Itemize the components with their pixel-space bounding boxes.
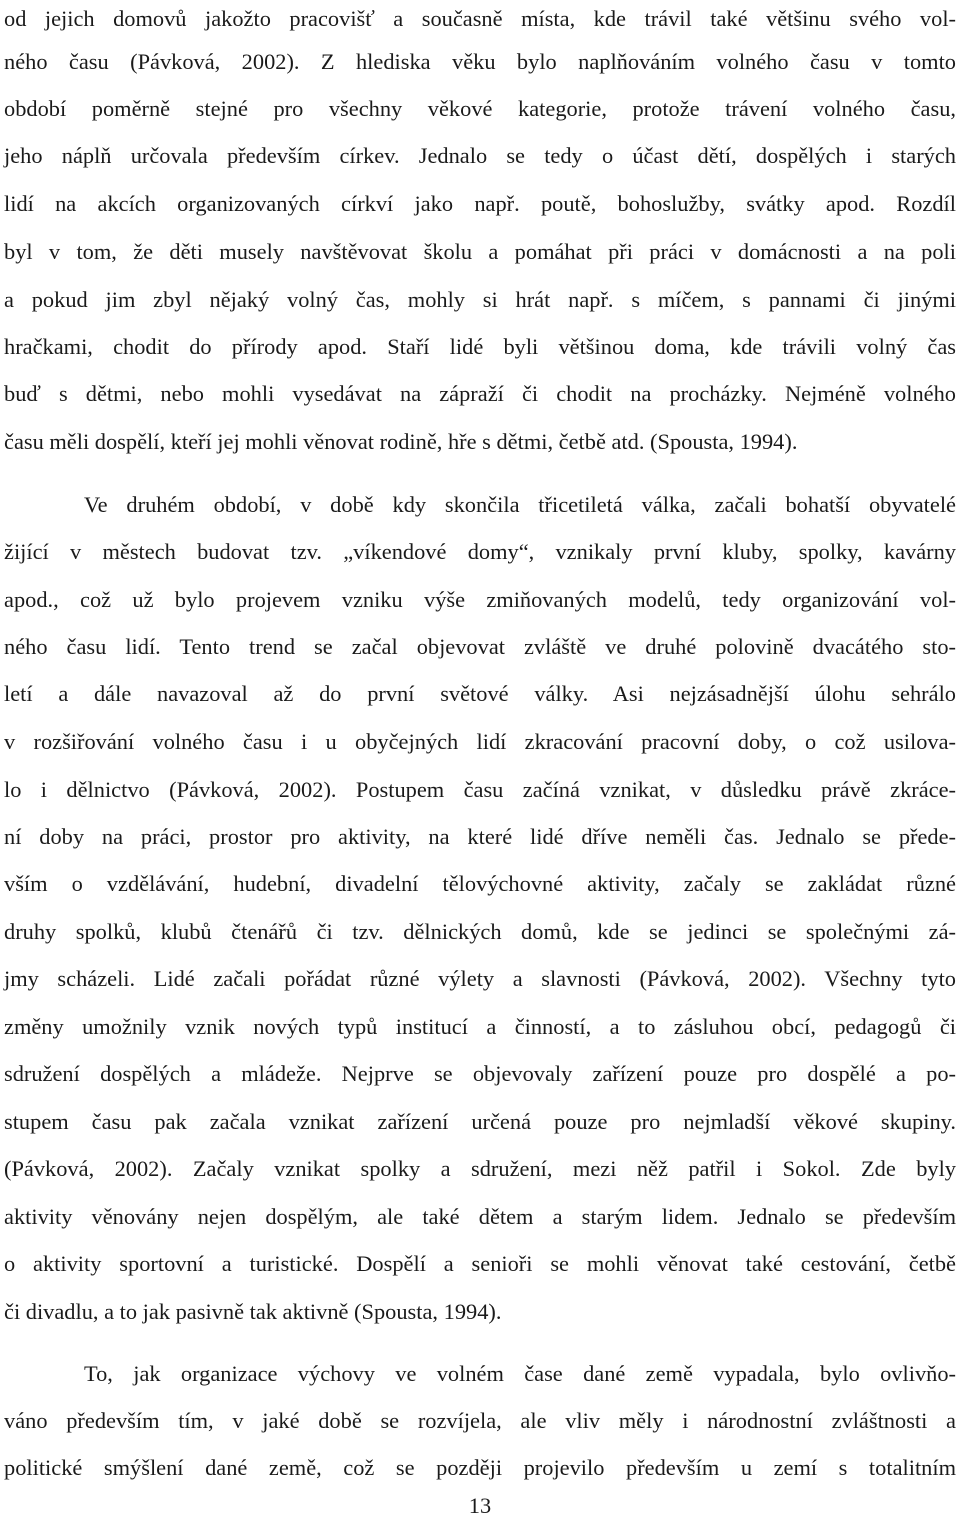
text-line: času měli dospělí, kteří jej mohli věnovat rodině, hře s dětmi, četbě atd. (Spousta, 1994). xyxy=(4,429,798,454)
text-line: To, jak organizace výchovy ve volném čase dané země vypadala, bylo ovlivňo- xyxy=(84,1361,956,1386)
text-line: období poměrně stejné pro všechny věkové kategorie, protože trávení volného času, xyxy=(4,96,956,121)
text-line: lidí na akcích organizovaných církví jako např. poutě, bohoslužby, svátky apod. Rozdíl xyxy=(4,191,956,216)
text-line: ní doby na práci, prostor pro aktivity, na které lidé dříve neměli čas. Jednalo se přede- xyxy=(4,824,956,849)
text-line: žijící v městech budovat tzv. „víkendové domy“, vznikaly první kluby, spolky, kavárny xyxy=(4,539,956,564)
text-line: v rozšiřování volného času i u obyčejných lidí zkracování pracovní doby, o což usilova- xyxy=(4,729,956,754)
text-line: Ve druhém období, v době kdy skončila třicetiletá válka, začali bohatší obyvatelé xyxy=(84,492,956,517)
text-line: druhy spolků, klubů čtenářů či tzv. dělnických domů, kde se jedinci se společnými zá- xyxy=(4,919,956,944)
text-line: ného času (Pávková, 2002). Z hlediska věku bylo naplňováním volného času v tomto xyxy=(4,49,956,74)
text-line: stupem času pak začala vznikat zařízení určená pouze pro nejmladší věkové skupiny. xyxy=(4,1109,956,1134)
text-line: od jejich domovů jakožto pracovišť a současně místa, kde trávil také většinu svého vol- xyxy=(4,6,956,31)
text-line: a pokud jim zbyl nějaký volný čas, mohly si hrát např. s míčem, s pannami či jinými xyxy=(4,287,956,312)
text-line: váno především tím, v jaké době se rozvíjela, ale vliv měly i národnostní zvláštnosti a xyxy=(4,1408,956,1433)
text-line: lo i dělnictvo (Pávková, 2002). Postupem času začíná vznikat, v důsledku právě zkráce- xyxy=(4,777,956,802)
text-line: ného času lidí. Tento trend se začal objevovat zvláště ve druhé polovině dvacátého sto- xyxy=(4,634,956,659)
text-line: sdružení dospělých a mládeže. Nejprve se objevovaly zařízení pouze pro dospělé a po- xyxy=(4,1061,956,1086)
page-number: 13 xyxy=(468,1493,492,1518)
text-line: (Pávková, 2002). Začaly vznikat spolky a sdružení, mezi něž patřil i Sokol. Zde byly xyxy=(4,1156,956,1181)
text-line: byl v tom, že děti musely navštěvovat školu a pomáhat při práci v domácnosti a na poli xyxy=(4,239,956,264)
text-line: aktivity věnovány nejen dospělým, ale také dětem a starým lidem. Jednalo se především xyxy=(4,1204,956,1229)
text-line: vším o vzdělávání, hudební, divadelní tělovýchovné aktivity, začaly se zakládat různé xyxy=(4,871,956,896)
text-line: apod., což už bylo projevem vzniku výše zmiňovaných modelů, tedy organizování vol- xyxy=(4,587,956,612)
text-line: jmy scházeli. Lidé začali pořádat různé výlety a slavnosti (Pávková, 2002). Všechny tyto xyxy=(4,966,956,991)
text-line: změny umožnily vznik nových typů institucí a činností, a to zásluhou obcí, pedagogů či xyxy=(4,1014,956,1039)
text-line: politické smýšlení dané země, což se později projevilo především u zemí s totalitním xyxy=(4,1455,956,1480)
text-line: hračkami, chodit do přírody apod. Staří lidé byli většinou doma, kde trávili volný čas xyxy=(4,334,956,359)
text-line: letí a dále navazoval až do první světové války. Asi nejzásadnější úlohu sehrálo xyxy=(4,681,956,706)
text-line: buď s dětmi, nebo mohli vysedávat na zápraží či chodit na procházky. Nejméně volného xyxy=(4,381,956,406)
text-line: jeho náplň určovala především církev. Jednalo se tedy o účast dětí, dospělých i starých xyxy=(4,143,956,168)
text-line: o aktivity sportovní a turistické. Dospělí a senioři se mohli věnovat také cestování, četbě xyxy=(4,1251,956,1276)
text-line: či divadlu, a to jak pasivně tak aktivně (Spousta, 1994). xyxy=(4,1299,502,1324)
